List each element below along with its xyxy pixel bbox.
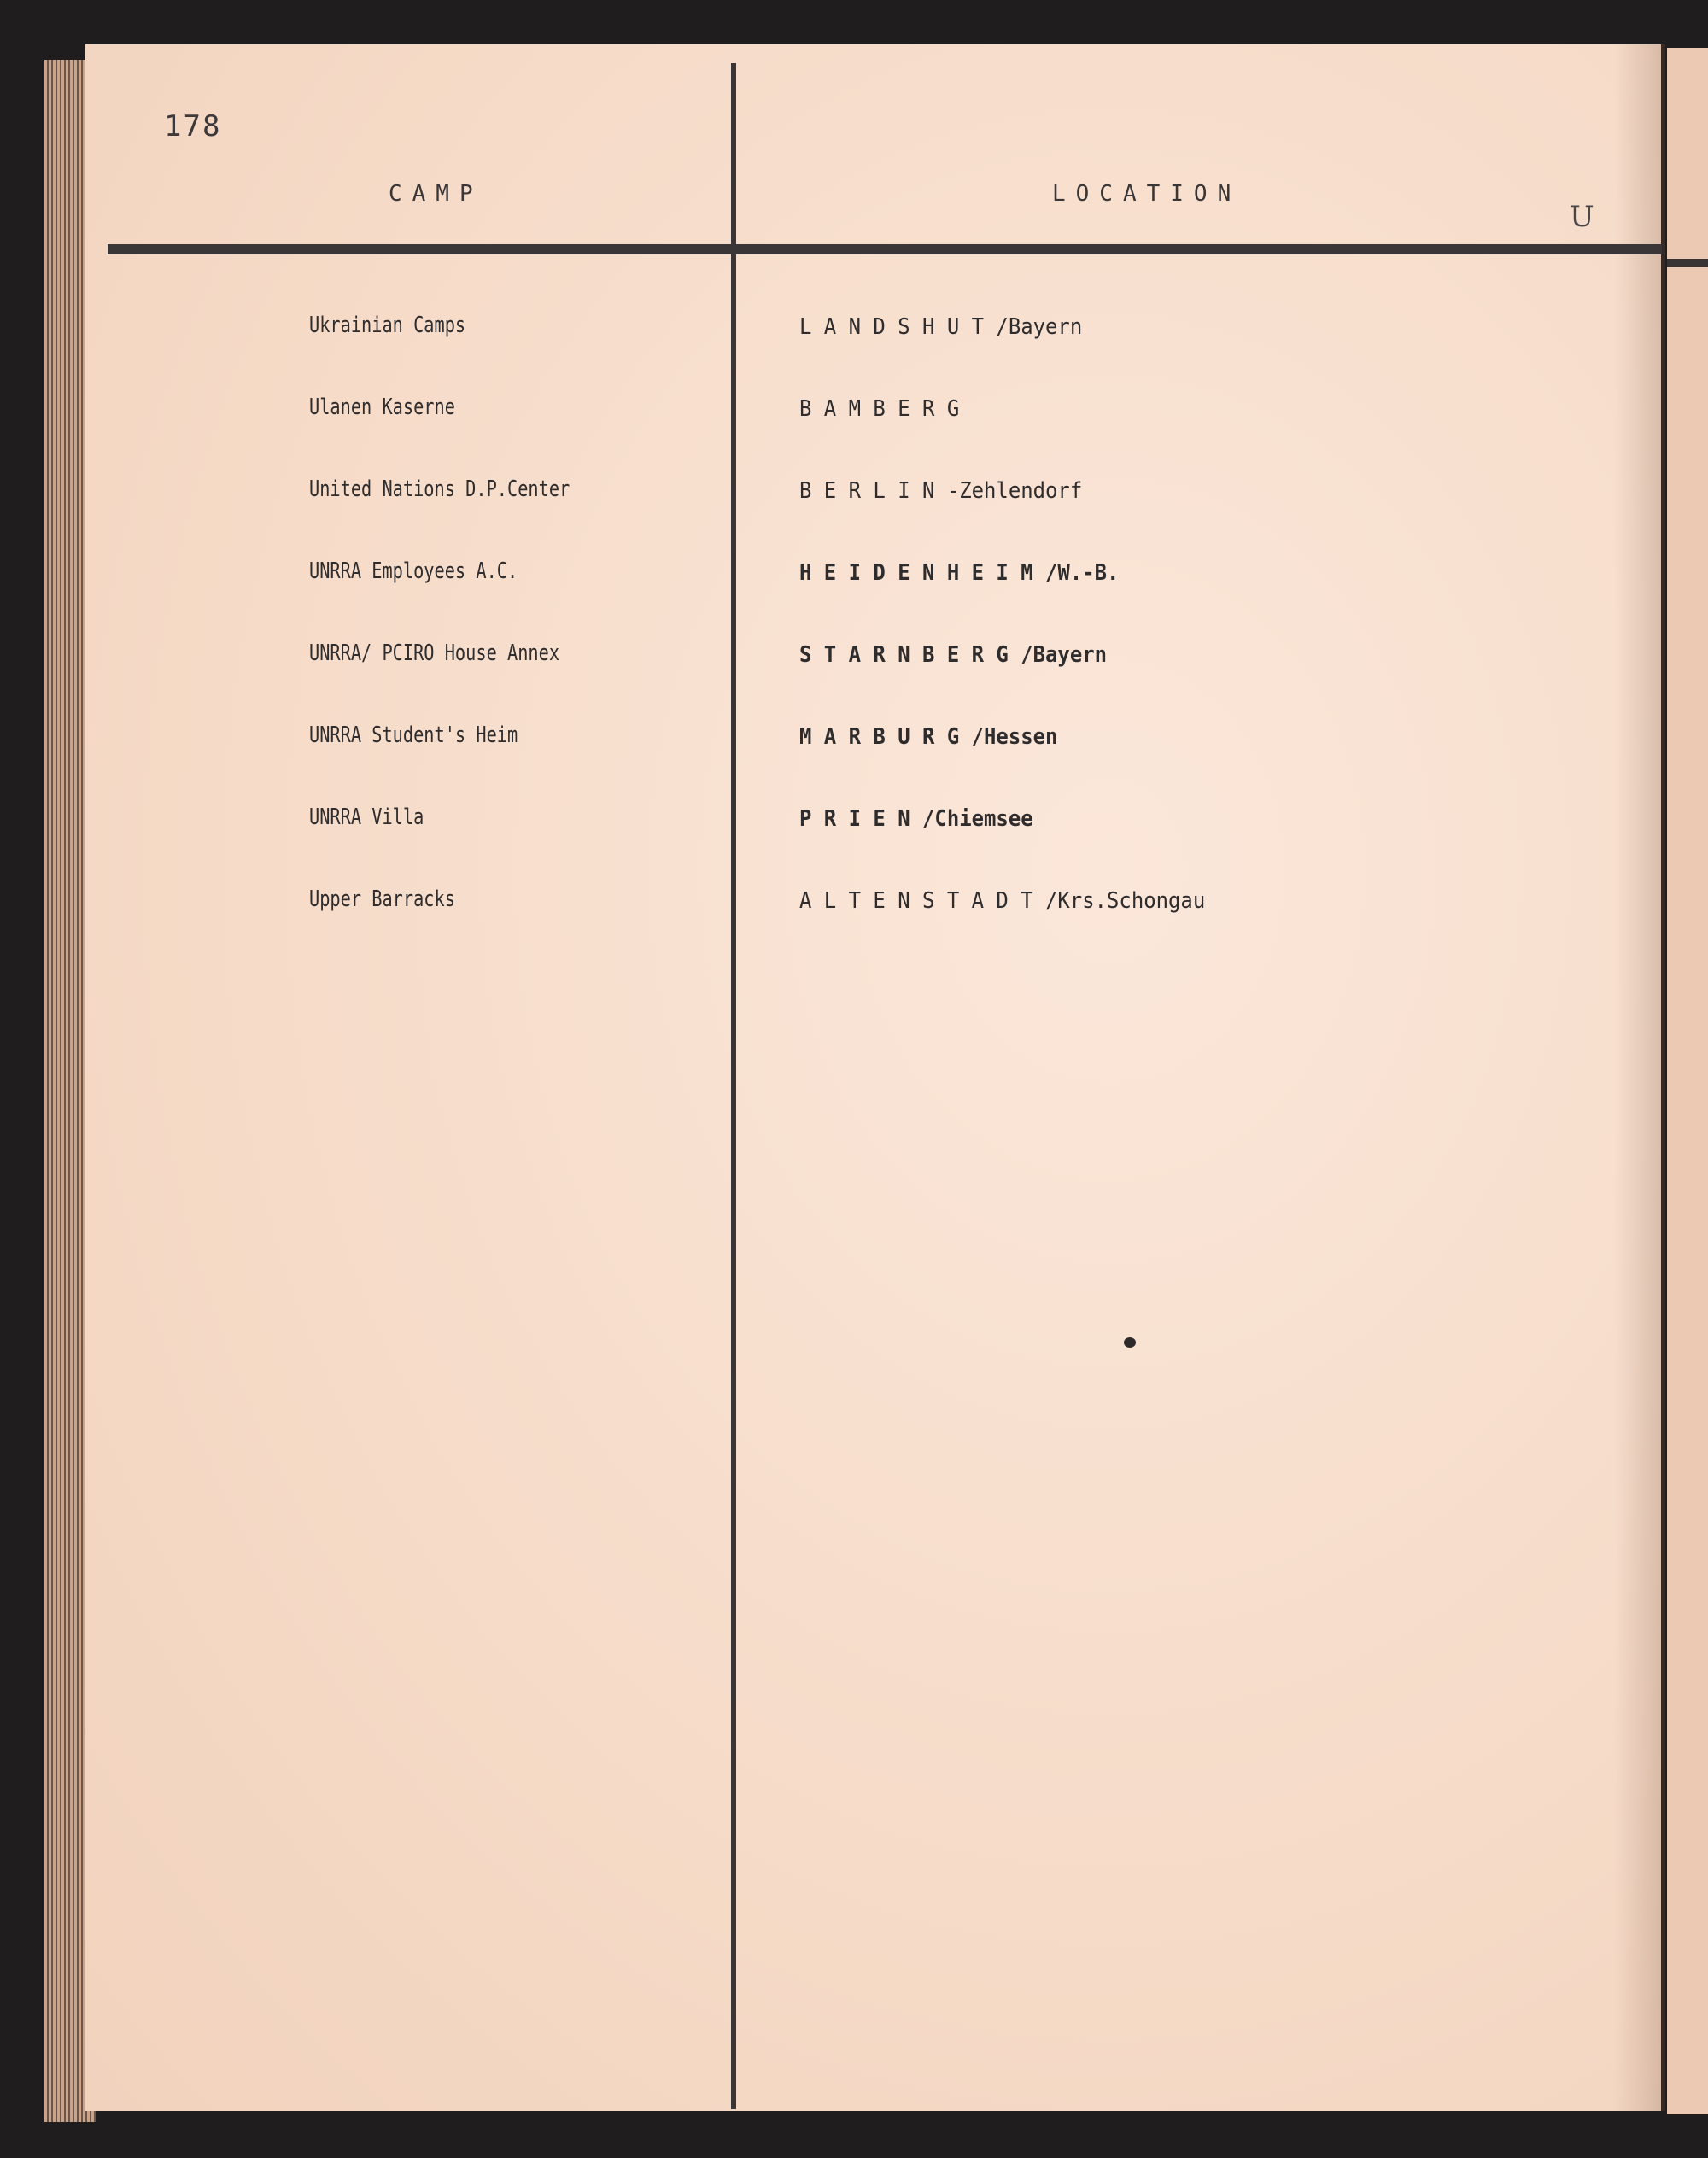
page-number: 178 <box>164 109 222 143</box>
camp-name: UNRRA Student's Heim <box>309 722 518 748</box>
column-header-camp: CAMP <box>389 181 483 207</box>
camp-location: H E I D E N H E I M /W.-B. <box>799 560 1120 586</box>
camp-name: United Nations D.P.Center <box>309 477 570 502</box>
facing-page-edge <box>1667 48 1708 2114</box>
page-gutter-shadow <box>1614 44 1665 2111</box>
document-page <box>85 44 1661 2111</box>
table-row <box>0 559 1708 593</box>
camp-name: Upper Barracks <box>309 886 455 912</box>
camp-name: UNRRA Employees A.C. <box>309 559 518 584</box>
camp-location: L A N D S H U T /Bayern <box>799 314 1083 340</box>
table-row <box>0 722 1708 757</box>
camp-location: P R I E N /Chiemsee <box>799 806 1033 832</box>
ink-spot <box>1124 1337 1136 1348</box>
table-row <box>0 886 1708 921</box>
camp-location: A L T E N S T A D T /Krs.Schongau <box>799 888 1206 914</box>
camp-location: S T A R N B E R G /Bayern <box>799 642 1108 668</box>
camp-location: B A M B E R G <box>799 396 960 422</box>
table-row <box>0 640 1708 675</box>
table-row <box>0 313 1708 347</box>
table-row <box>0 477 1708 511</box>
table-row <box>0 804 1708 839</box>
camp-name: Ulanen Kaserne <box>309 395 455 420</box>
camp-name: Ukrainian Camps <box>309 313 466 338</box>
camp-location: M A R B U R G /Hessen <box>799 724 1058 750</box>
column-divider <box>731 63 736 2109</box>
column-header-location: LOCATION <box>1052 181 1242 207</box>
section-letter: U <box>1570 200 1594 234</box>
camp-name: UNRRA/ PCIRO House Annex <box>309 640 560 666</box>
table-row <box>0 395 1708 429</box>
camp-name: UNRRA Villa <box>309 804 424 830</box>
header-rule <box>108 244 1662 254</box>
camp-location: B E R L I N -Zehlendorf <box>799 478 1083 504</box>
facing-page-rule <box>1667 259 1708 267</box>
